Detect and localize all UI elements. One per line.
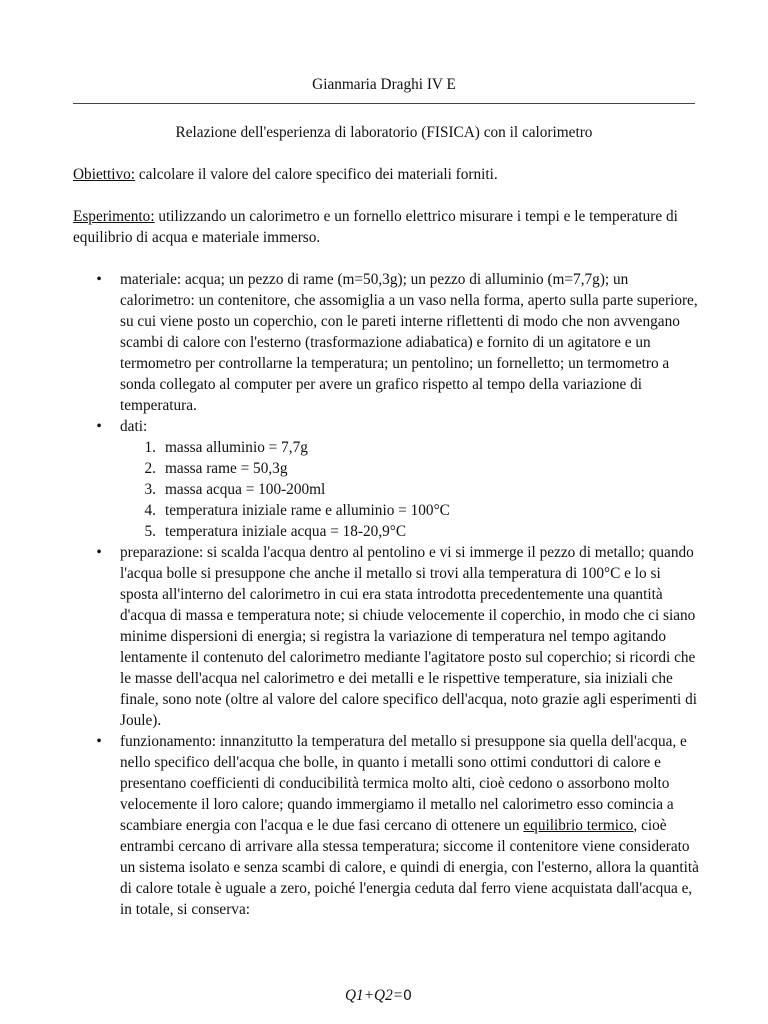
thermal-equilibrium-link[interactable]: equilibrio termico [523, 817, 634, 834]
item-number: 2. [144, 460, 156, 477]
list-item-data [96, 416, 700, 542]
bullet-icon: • [96, 544, 102, 561]
item-number: 4. [144, 502, 156, 519]
report-title: Relazione dell'esperienza di laboratorio (FISICA) con il calorimetro [175, 124, 593, 141]
list-item [120, 500, 700, 521]
formula-lhs: Q1+Q2= [345, 987, 404, 1004]
item-text: temperatura iniziale acqua = 18-20,9°C [165, 523, 407, 540]
bullet-icon: • [96, 271, 102, 288]
list-item-materials [96, 269, 700, 416]
energy-conservation-formula [345, 985, 412, 1007]
experiment-label: Esperimento: [73, 208, 155, 225]
objective-paragraph [73, 164, 703, 185]
list-item-preparation [96, 542, 700, 731]
operation-text-end: , cioè entrambi cercano di arrivare alla stessa temperatura; siccome il contenitore viene considerato un sistema isolato e senza scambi di calore, e quindi di energia, con l'esterno, allora la quantità di calore totale è uguale a zero, poiché l'energia ceduta dal ferro viene acquistata dall'acqua e, in totale, si conserva: [120, 817, 699, 918]
list-item [120, 521, 700, 542]
header-divider [73, 103, 695, 104]
data-label: dati: [120, 418, 148, 435]
bullet-icon: • [96, 418, 102, 435]
materials-text: materiale: acqua; un pezzo di rame (m=50,3g); un pezzo di alluminio (m=7,7g); un calorimetro: un contenitore, che assomiglia a un vaso nella forma, aperto sulla parte superiore, su cui viene posto un coperchio, con le pareti interne riflettenti di modo che non avvengano scambi di calore con l'esterno (trasformazione adiabatica) e fornito di un agitatore e un termometro per controllarne la temperatura; un pentolino; un fornelletto; un termometro a sonda collegato al computer per avere un grafico rispetto al tempo della variazione di temperatura. [120, 271, 698, 414]
formula-rhs: 0 [403, 988, 412, 1004]
objective-label: Obiettivo: [73, 166, 136, 183]
preparation-text: preparazione: si scalda l'acqua dentro al pentolino e vi si immerge il pezzo di metallo; quando l'acqua bolle si presuppone che anche il metallo si trovi alla temperatura di 100°C e lo si sposta all'interno del calorimetro in cui era stata introdotta precedentemente una quantità d'acqua di massa e temperatura note; si chiude velocemente il coperchio, in modo che ci siano minime dispersioni di energia; si registra la variazione di temperatura nel tempo agitando lentamente il contenuto del calorimetro mediante l'agitatore posto sul coperchio; si ricordi che le masse dell'acqua nel calorimetro e dei metalli e le rispettive temperature, sia iniziali che finale, sono note (oltre al valore del calore specifico dell'acqua, noto grazie agli esperimenti di Joule). [120, 544, 698, 729]
author-line: Gianmaria Draghi IV E [312, 76, 456, 93]
item-number: 3. [144, 481, 156, 498]
operation-text-start: funzionamento: innanzitutto la temperatura del metallo si presuppone sia quella dell'acqua, e nello specifico dell'acqua che bolle, in quanto i metalli sono ottimi conduttori di calore e presentano coefficienti di conducibilità termica molto alti, cioè cedono o assorbono molto velocemente il loro calore; quando immergiamo il metallo nel calorimetro esso comincia a scambiare energia con l'acqua e le due fasi cercano di ottenere un [120, 733, 687, 834]
item-text: massa rame = 50,3g [165, 460, 288, 477]
list-item [120, 437, 700, 458]
item-text: massa alluminio = 7,7g [165, 439, 308, 456]
item-text: massa acqua = 100-200ml [165, 481, 326, 498]
list-item [120, 458, 700, 479]
objective-text: calcolare il valore del calore specifico dei materiali forniti. [135, 166, 498, 183]
item-number: 1. [144, 439, 156, 456]
experiment-text: utilizzando un calorimetro e un fornello elettrico misurare i tempi e le temperature di equilibrio di acqua e materiale immerso. [73, 208, 678, 246]
data-numbered-list [120, 437, 700, 542]
bullet-icon: • [96, 733, 102, 750]
bullet-list [96, 269, 700, 920]
item-text: temperatura iniziale rame e alluminio = 100°C [165, 502, 450, 519]
item-number: 5. [144, 523, 156, 540]
experiment-paragraph [73, 206, 703, 248]
list-item-operation [96, 731, 700, 920]
list-item [120, 479, 700, 500]
